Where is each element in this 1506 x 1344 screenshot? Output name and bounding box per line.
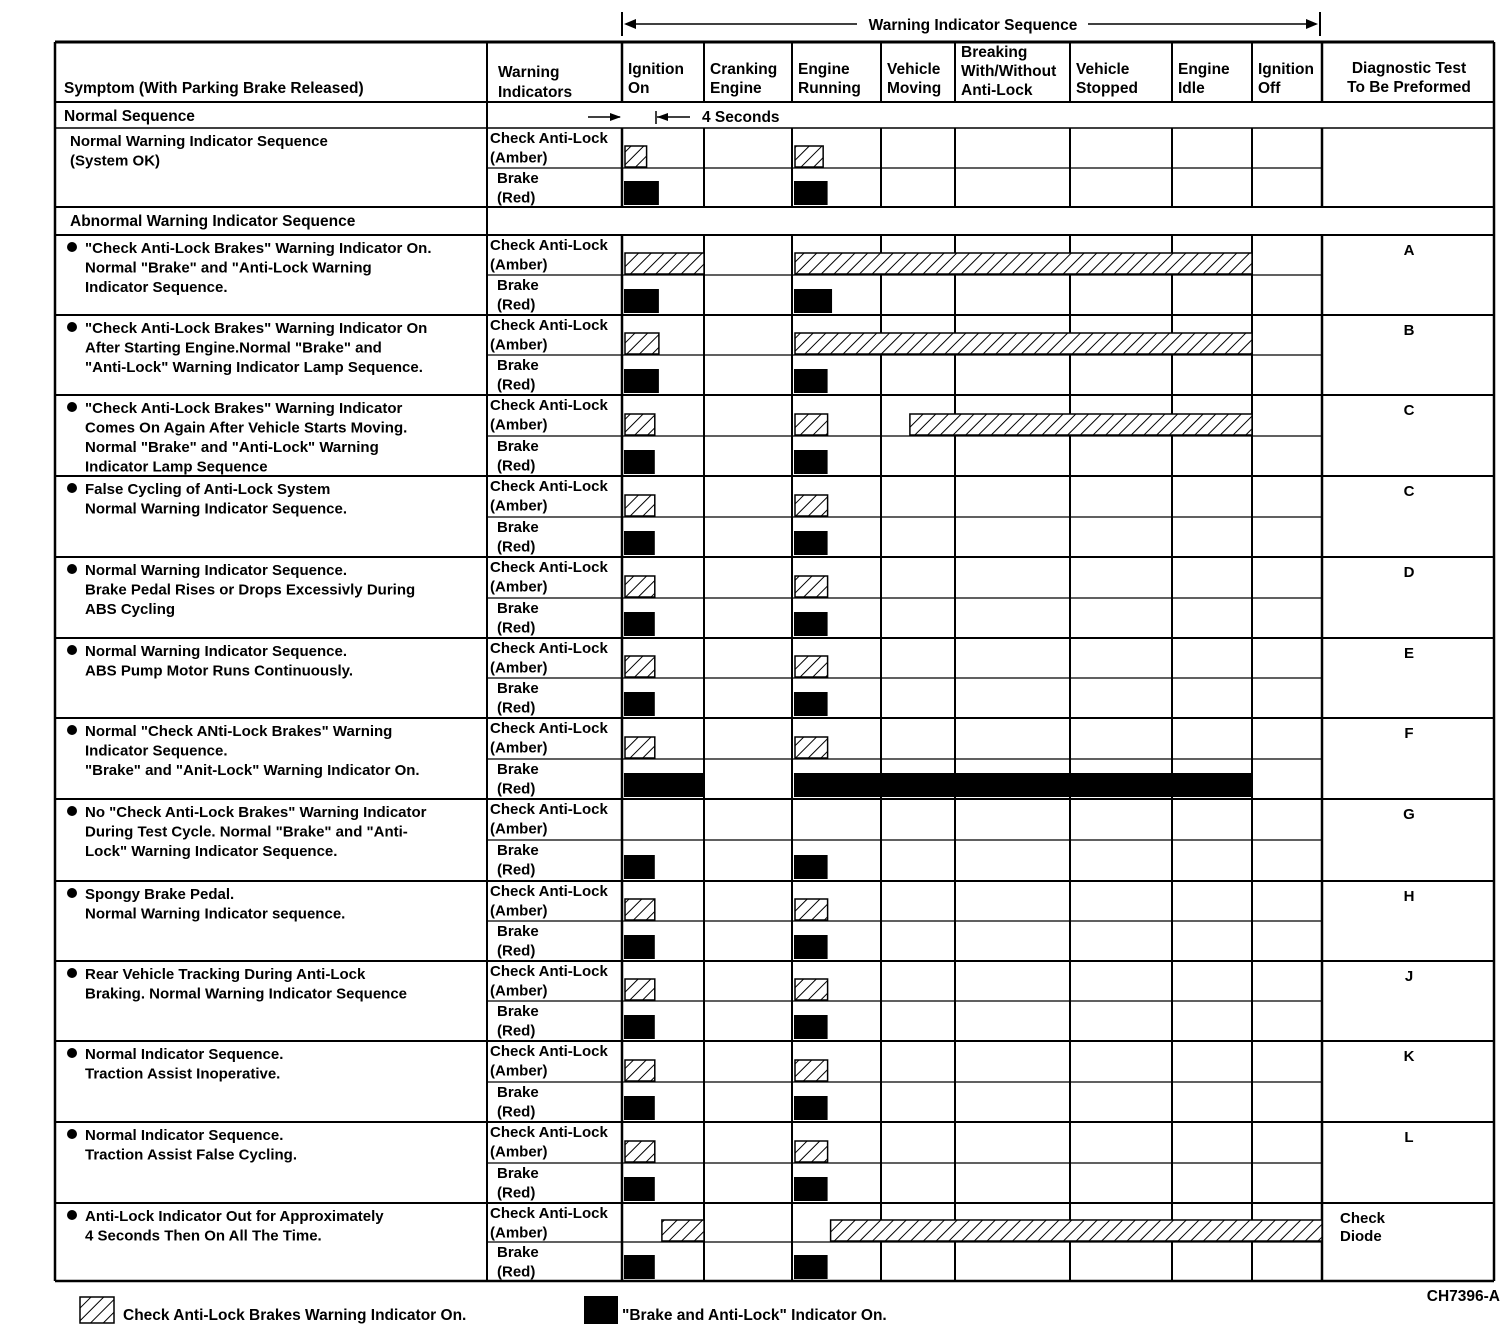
red-indicator-label: (Red) xyxy=(497,1263,536,1281)
symptom-text: After Starting Engine.Normal "Brake" and xyxy=(85,339,382,357)
phase-header: On xyxy=(628,80,650,97)
red-indicator-label: Brake xyxy=(497,1003,539,1020)
amber-indicator-bar xyxy=(625,737,655,758)
red-indicator-bar xyxy=(794,1255,828,1279)
phase-header: Ignition xyxy=(1258,61,1314,78)
symptom-text: "Check Anti-Lock Brakes" Warning Indicator xyxy=(85,400,403,417)
phase-header: Anti-Lock xyxy=(961,82,1033,99)
amber-indicator-label: (Amber) xyxy=(490,416,548,434)
symptom-text: Anti-Lock Indicator Out for Approximately xyxy=(85,1208,384,1225)
bullet-dot xyxy=(67,1129,77,1139)
amber-indicator-label: (Amber) xyxy=(490,659,548,677)
diagnostic-test-code: K xyxy=(1403,1048,1415,1065)
red-indicator-label: Brake xyxy=(497,1084,539,1101)
title-arrow-right-head xyxy=(1306,19,1318,29)
amber-indicator-label: (Amber) xyxy=(490,982,548,1000)
diagnostic-test-code: E xyxy=(1403,645,1415,662)
amber-indicator-label: (Amber) xyxy=(490,578,548,596)
amber-indicator-bar xyxy=(795,253,1252,274)
red-indicator-bar xyxy=(624,1177,655,1201)
symptom-text: "Check Anti-Lock Brakes" Warning Indicator On xyxy=(85,320,428,337)
red-indicator-label: Brake xyxy=(497,438,539,455)
amber-indicator-label: Check Anti-Lock xyxy=(490,883,608,900)
symptom-text: Traction Assist Inoperative. xyxy=(85,1065,281,1083)
red-indicator-label: Brake xyxy=(497,680,539,697)
red-indicator-bar xyxy=(624,773,704,797)
red-indicator-bar xyxy=(794,369,828,393)
red-indicator-bar xyxy=(624,1255,655,1279)
amber-indicator-label: Check Anti-Lock xyxy=(490,1124,608,1141)
bullet-dot xyxy=(67,806,77,816)
diagnostic-test-code: Check xyxy=(1340,1210,1386,1227)
amber-indicator-label: Check Anti-Lock xyxy=(490,963,608,980)
red-indicator-label: (Red) xyxy=(497,942,536,960)
legend-hatched-swatch xyxy=(80,1297,114,1323)
four-seconds-arrow-left-head xyxy=(610,113,621,121)
symptom-text: Normal Indicator Sequence. xyxy=(85,1127,284,1144)
bullet-dot xyxy=(67,242,77,252)
red-indicator-label: (Red) xyxy=(497,780,536,798)
symptom-text: False Cycling of Anti-Lock System xyxy=(85,481,331,498)
test-column-header: To Be Preformed xyxy=(1347,79,1471,96)
red-indicator-label: (Red) xyxy=(497,189,536,207)
amber-indicator-label: Check Anti-Lock xyxy=(490,237,608,254)
diagnostic-test-code: H xyxy=(1403,888,1415,905)
red-indicator-bar xyxy=(794,855,828,879)
amber-indicator-bar xyxy=(795,576,828,597)
phase-header: Vehicle xyxy=(1076,61,1130,78)
diagnostic-test-code: B xyxy=(1403,322,1415,339)
amber-indicator-bar xyxy=(625,333,659,354)
bullet-dot xyxy=(67,483,77,493)
phase-header: Engine xyxy=(1178,61,1230,78)
amber-indicator-label: (Amber) xyxy=(490,820,548,838)
phase-header: Stopped xyxy=(1076,80,1138,97)
red-indicator-label: (Red) xyxy=(497,376,536,394)
amber-indicator-bar xyxy=(795,414,828,435)
phase-header: Moving xyxy=(887,80,942,97)
red-indicator-label: (Red) xyxy=(497,1103,536,1121)
red-indicator-bar xyxy=(794,1177,828,1201)
symptom-text: Lock" Warning Indicator Sequence. xyxy=(85,843,338,860)
amber-indicator-bar xyxy=(795,979,828,1000)
amber-indicator-bar xyxy=(795,656,828,677)
bullet-dot xyxy=(67,1048,77,1058)
amber-indicator-label: Check Anti-Lock xyxy=(490,130,608,147)
phase-header: Vehicle xyxy=(887,61,941,78)
red-indicator-label: (Red) xyxy=(497,619,536,637)
symptom-text: Normal Indicator Sequence. xyxy=(85,1046,284,1063)
amber-indicator-label: Check Anti-Lock xyxy=(490,1043,608,1060)
red-indicator-bar xyxy=(794,450,828,474)
amber-indicator-label: (Amber) xyxy=(490,902,548,920)
phase-header: With/Without xyxy=(961,63,1057,80)
four-seconds-label: 4 Seconds xyxy=(702,109,780,126)
diagnostic-test-code: L xyxy=(1404,1129,1414,1146)
symptom-text: Normal Warning Indicator Sequence xyxy=(70,133,328,150)
red-indicator-label: (Red) xyxy=(497,699,536,717)
amber-indicator-bar xyxy=(625,414,655,435)
symptom-text: Normal Warning Indicator Sequence. xyxy=(85,562,347,579)
red-indicator-label: Brake xyxy=(497,600,539,617)
amber-indicator-bar xyxy=(795,146,823,167)
indicators-column-header: Indicators xyxy=(498,84,573,101)
bullet-dot xyxy=(67,725,77,735)
four-seconds-arrow-right-head xyxy=(657,113,668,121)
symptom-text: Normal Warning Indicator Sequence. xyxy=(85,500,347,518)
amber-indicator-bar xyxy=(625,656,655,677)
amber-indicator-label: (Amber) xyxy=(490,149,548,167)
red-indicator-bar xyxy=(794,531,828,555)
symptom-text: "Anti-Lock" Warning Indicator Lamp Sequence. xyxy=(85,359,423,376)
symptom-text: "Check Anti-Lock Brakes" Warning Indicator On. xyxy=(85,240,432,257)
red-indicator-bar xyxy=(794,181,828,205)
amber-indicator-label: (Amber) xyxy=(490,256,548,274)
red-indicator-label: (Red) xyxy=(497,457,536,475)
symptom-text: Brake Pedal Rises or Drops Excessivly During xyxy=(85,581,416,599)
bullet-dot xyxy=(67,402,77,412)
symptom-text: Traction Assist False Cycling. xyxy=(85,1146,298,1164)
amber-indicator-label: Check Anti-Lock xyxy=(490,640,608,657)
symptom-text: Normal "Brake" and "Anti-Lock Warning xyxy=(85,259,372,277)
amber-indicator-bar xyxy=(625,495,655,516)
amber-indicator-label: Check Anti-Lock xyxy=(490,397,608,414)
phase-header: Running xyxy=(798,80,861,97)
phase-header: Ignition xyxy=(628,61,684,78)
red-indicator-label: Brake xyxy=(497,923,539,940)
red-indicator-label: Brake xyxy=(497,1165,539,1182)
diagnostic-test-code: G xyxy=(1403,806,1415,823)
legend-hatched-label: Check Anti-Lock Brakes Warning Indicator On. xyxy=(123,1307,467,1324)
symptom-text: 4 Seconds Then On All The Time. xyxy=(85,1227,322,1245)
amber-indicator-label: (Amber) xyxy=(490,739,548,757)
symptom-text: During Test Cycle. Normal "Brake" and "Anti- xyxy=(85,823,408,841)
diagnostic-test-code: J xyxy=(1404,968,1414,985)
amber-indicator-bar xyxy=(795,1060,828,1081)
red-indicator-bar xyxy=(624,612,655,636)
bullet-dot xyxy=(67,645,77,655)
red-indicator-bar xyxy=(624,1015,655,1039)
symptom-text: Spongy Brake Pedal. xyxy=(85,886,235,903)
red-indicator-label: Brake xyxy=(497,170,539,187)
amber-indicator-bar xyxy=(795,737,828,758)
symptom-text: Comes On Again After Vehicle Starts Moving. xyxy=(85,419,408,437)
amber-indicator-bar xyxy=(625,253,704,274)
red-indicator-bar xyxy=(624,531,655,555)
red-indicator-bar xyxy=(794,289,832,313)
amber-indicator-bar xyxy=(625,1141,655,1162)
red-indicator-bar xyxy=(624,692,655,716)
bullet-dot xyxy=(67,322,77,332)
amber-indicator-label: Check Anti-Lock xyxy=(490,720,608,737)
phase-header: Engine xyxy=(710,80,762,97)
diagnostic-test-code: C xyxy=(1403,483,1415,500)
red-indicator-label: (Red) xyxy=(497,861,536,879)
amber-indicator-label: (Amber) xyxy=(490,336,548,354)
red-indicator-bar xyxy=(794,1015,828,1039)
diagnostic-test-code: Diode xyxy=(1340,1228,1382,1245)
phase-header: Idle xyxy=(1178,80,1205,97)
amber-indicator-bar xyxy=(795,495,828,516)
symptom-text: "Brake" and "Anit-Lock" Warning Indicator On. xyxy=(85,762,420,779)
chart-title: Warning Indicator Sequence xyxy=(868,17,1078,34)
red-indicator-bar xyxy=(624,1096,655,1120)
amber-indicator-label: (Amber) xyxy=(490,497,548,515)
red-indicator-bar xyxy=(624,450,655,474)
amber-indicator-bar xyxy=(625,576,655,597)
amber-indicator-label: (Amber) xyxy=(490,1143,548,1161)
amber-indicator-bar xyxy=(795,333,1252,354)
amber-indicator-label: Check Anti-Lock xyxy=(490,1205,608,1222)
red-indicator-label: (Red) xyxy=(497,1022,536,1040)
abnormal-sequence-label: Abnormal Warning Indicator Sequence xyxy=(70,213,356,230)
red-indicator-bar xyxy=(624,935,655,959)
symptom-text: Normal Warning Indicator Sequence. xyxy=(85,643,347,660)
amber-indicator-bar xyxy=(831,1220,1322,1241)
symptom-column-header: Symptom (With Parking Brake Released) xyxy=(64,80,364,97)
phase-header: Off xyxy=(1258,80,1281,97)
red-indicator-label: Brake xyxy=(497,357,539,374)
red-indicator-label: Brake xyxy=(497,277,539,294)
legend-solid-swatch xyxy=(584,1296,618,1324)
red-indicator-bar xyxy=(794,773,1252,797)
red-indicator-label: Brake xyxy=(497,761,539,778)
red-indicator-label: Brake xyxy=(497,1244,539,1261)
amber-indicator-bar xyxy=(625,979,655,1000)
symptom-text: Braking. Normal Warning Indicator Sequence xyxy=(85,985,408,1003)
figure-code: CH7396-A xyxy=(1426,1288,1500,1305)
symptom-text: Indicator Sequence. xyxy=(85,742,228,760)
amber-indicator-label: Check Anti-Lock xyxy=(490,559,608,576)
bullet-dot xyxy=(67,888,77,898)
diagnostic-test-code: F xyxy=(1404,725,1414,742)
symptom-text: Normal "Brake" and "Anti-Lock" Warning xyxy=(85,439,379,456)
symptom-text: ABS Cycling xyxy=(85,601,176,618)
red-indicator-label: (Red) xyxy=(497,1184,536,1202)
phase-header: Breaking xyxy=(961,44,1028,61)
red-indicator-label: (Red) xyxy=(497,296,536,314)
bullet-dot xyxy=(67,564,77,574)
title-arrow-left-head xyxy=(624,19,636,29)
bullet-dot xyxy=(67,1210,77,1220)
phase-header: Engine xyxy=(798,61,850,78)
amber-indicator-label: (Amber) xyxy=(490,1224,548,1242)
amber-indicator-bar xyxy=(662,1220,704,1241)
symptom-text: Normal "Check ANti-Lock Brakes" Warning xyxy=(85,723,393,740)
indicators-column-header: Warning xyxy=(498,64,560,81)
symptom-text: ABS Pump Motor Runs Continuously. xyxy=(85,662,354,680)
amber-indicator-label: (Amber) xyxy=(490,1062,548,1080)
red-indicator-bar xyxy=(624,289,659,313)
red-indicator-bar xyxy=(794,1096,828,1120)
red-indicator-bar xyxy=(624,181,659,205)
symptom-text: Rear Vehicle Tracking During Anti-Lock xyxy=(85,966,366,983)
red-indicator-bar xyxy=(794,935,828,959)
symptom-text: (System OK) xyxy=(70,152,161,170)
amber-indicator-label: Check Anti-Lock xyxy=(490,801,608,818)
amber-indicator-bar xyxy=(625,146,647,167)
test-column-header: Diagnostic Test xyxy=(1351,60,1467,77)
bullet-dot xyxy=(67,968,77,978)
red-indicator-label: (Red) xyxy=(497,538,536,556)
amber-indicator-bar xyxy=(625,1060,655,1081)
amber-indicator-bar xyxy=(625,899,655,920)
red-indicator-label: Brake xyxy=(497,842,539,859)
symptom-text: Indicator Lamp Sequence xyxy=(85,458,268,476)
red-indicator-bar xyxy=(624,369,659,393)
diagnostic-test-code: C xyxy=(1403,402,1415,419)
amber-indicator-bar xyxy=(795,1141,828,1162)
symptom-text: Normal Warning Indicator sequence. xyxy=(85,905,346,923)
red-indicator-bar xyxy=(794,612,828,636)
red-indicator-bar xyxy=(794,692,828,716)
red-indicator-label: Brake xyxy=(497,519,539,536)
red-indicator-bar xyxy=(624,855,655,879)
legend-solid-label: "Brake and Anti-Lock" Indicator On. xyxy=(622,1307,887,1324)
diagnostic-test-code: A xyxy=(1403,242,1415,259)
diagnostic-test-code: D xyxy=(1403,564,1415,581)
amber-indicator-label: Check Anti-Lock xyxy=(490,478,608,495)
amber-indicator-label: Check Anti-Lock xyxy=(490,317,608,334)
symptom-text: No "Check Anti-Lock Brakes" Warning Indicator xyxy=(85,804,427,821)
amber-indicator-bar xyxy=(910,414,1252,435)
symptom-text: Indicator Sequence. xyxy=(85,279,228,296)
phase-header: Cranking xyxy=(710,61,778,78)
amber-indicator-bar xyxy=(795,899,828,920)
normal-sequence-label: Normal Sequence xyxy=(64,108,195,125)
